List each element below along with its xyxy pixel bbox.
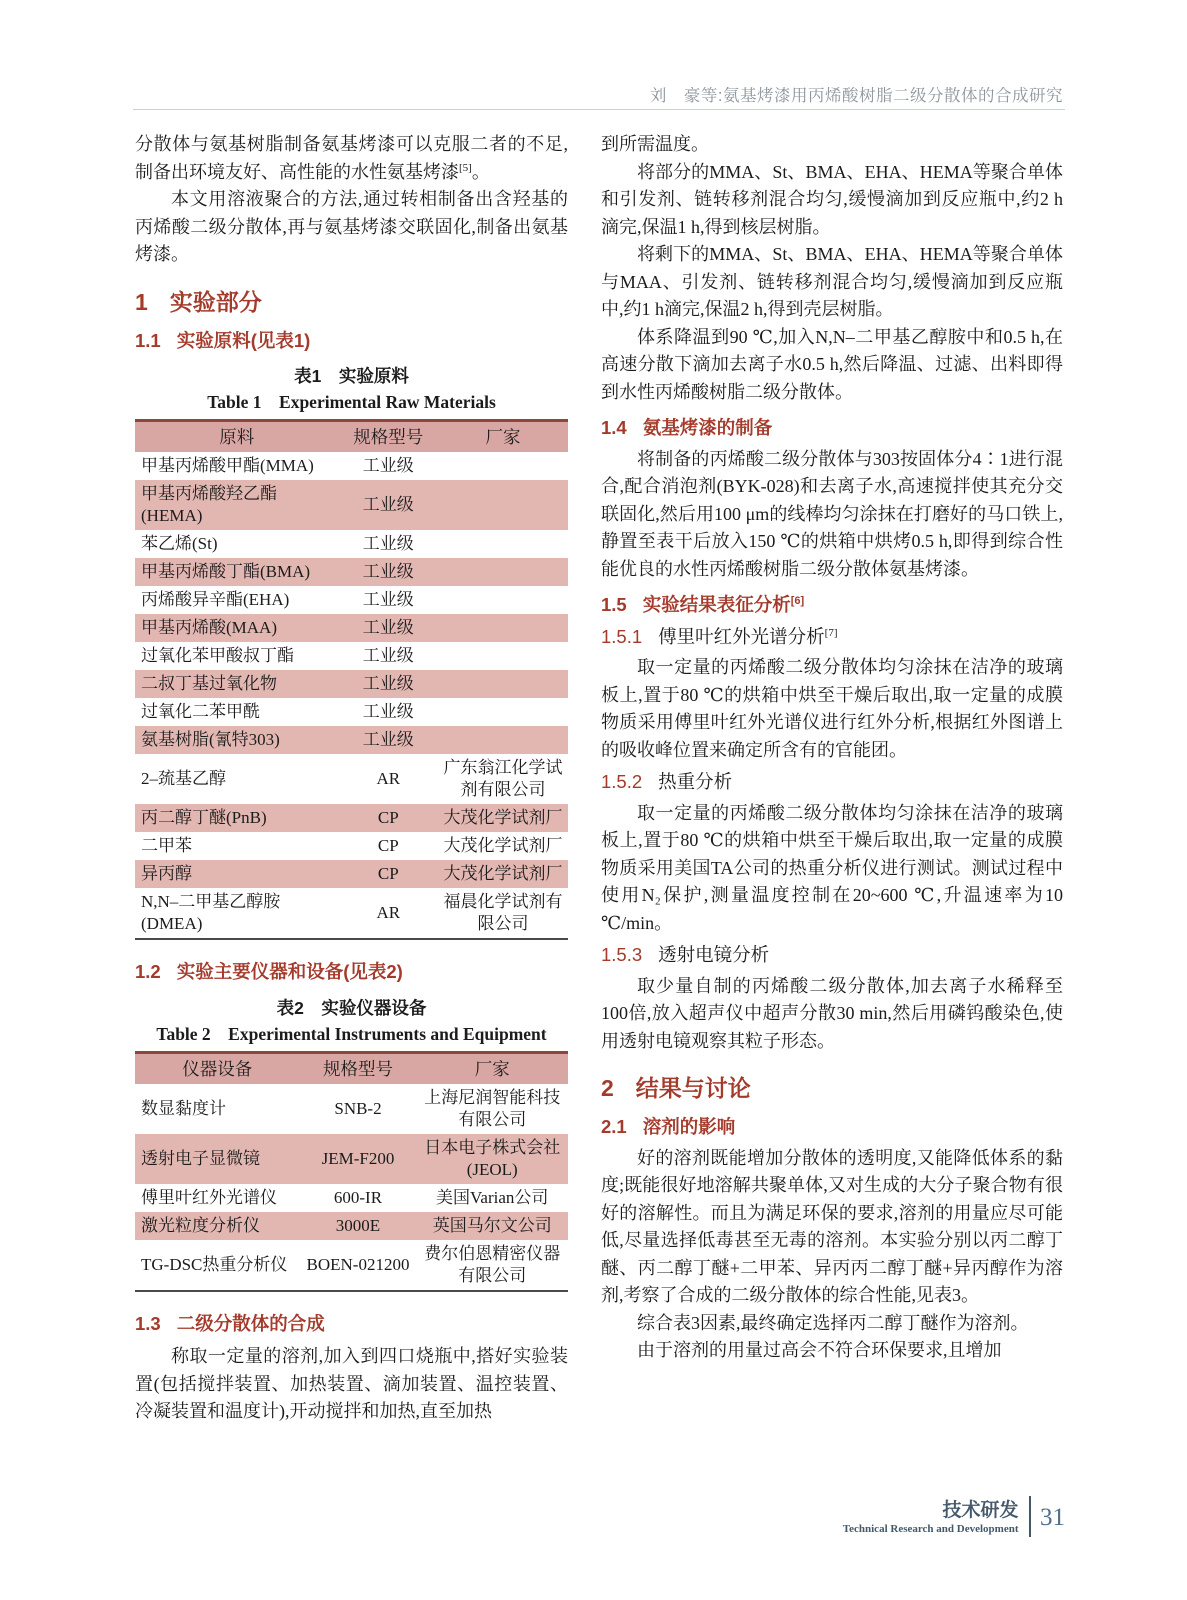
table-cell: 二甲苯 xyxy=(141,836,192,855)
section-heading-1-3 xyxy=(135,1310,568,1338)
paragraph: 称取一定量的溶剂,加入到四口烧瓶中,搭好实验装置(包括搅拌装置、加热装置、滴加装置、温控装置、冷凝装置和温度计),开动搅拌和加热,直至加热 xyxy=(135,1346,568,1421)
paragraph: 本文用溶液聚合的方法,通过转相制备出含羟基的丙烯酸二级分散体,再与氨基烤漆交联固化,制备出氨基烤漆。 xyxy=(135,189,568,264)
table-cell: N,N–二甲基乙醇胺 (DMEA) xyxy=(141,892,281,933)
table-cell: 福晨化学试剂有限公司 xyxy=(443,892,563,933)
table-row xyxy=(135,726,568,754)
table-row xyxy=(135,860,568,888)
table-cell xyxy=(438,642,568,670)
footer-section-label-cn: 技术研发 xyxy=(942,1500,1019,1521)
table-row xyxy=(135,530,568,558)
section-heading-2 xyxy=(601,1073,1063,1103)
table-cell: 甲基丙烯酸羟乙酯 (HEMA) xyxy=(141,484,277,525)
section-number: 1.1 xyxy=(135,329,161,351)
section-title: 实验部分 xyxy=(169,288,262,315)
paragraph: 取一定量的丙烯酸二级分散体均匀涂抹在洁净的玻璃板上,置于80 ℃的烘箱中烘至干燥后取出,取一定量的成膜物质采用傅里叶红外光谱仪进行红外分析,根据红外图谱上的吸收峰位置来确定所含有的官能团。 xyxy=(601,657,1063,760)
section-title: 结果与讨论 xyxy=(635,1075,751,1101)
table-cell: AR xyxy=(376,769,401,788)
section-title: 二级分散体的合成 xyxy=(176,1312,325,1334)
table-cell: 甲基丙烯酸丁酯(BMA) xyxy=(141,562,311,581)
table-row xyxy=(135,1184,568,1212)
table-cell: AR xyxy=(376,903,401,922)
paragraph: 体系降温到90 ℃,加入N,N–二甲基乙醇胺中和0.5 h,在高速分散下滴加去离子水0.5 h,然后降温、过滤、出料即得到水性丙烯酸树脂二级分散体。 xyxy=(601,326,1063,402)
table-cell: 异丙醇 xyxy=(141,864,192,883)
table-cell: 工业级 xyxy=(362,674,414,693)
section-title: 热重分析 xyxy=(658,773,733,793)
table2-caption-en: Table 2 Experimental Instruments and Equipment xyxy=(156,1023,547,1044)
table-cell: 大茂化学试剂厂 xyxy=(443,836,563,855)
header-rule xyxy=(133,109,1065,110)
table-cell: SNB-2 xyxy=(334,1098,382,1118)
table-cell xyxy=(438,530,568,558)
table-cell xyxy=(438,558,568,586)
table-row xyxy=(135,642,568,670)
table-cell: 600-IR xyxy=(333,1187,383,1207)
table2-caption-cn: 表2 实验仪器设备 xyxy=(276,997,427,1018)
table-cell: 透射电子显微镜 xyxy=(141,1148,260,1168)
section-number: 2 xyxy=(601,1075,614,1101)
footer-section-label-en: Technical Research and Development xyxy=(842,1523,1019,1535)
section-number: 1.3 xyxy=(135,1312,161,1334)
page-footer xyxy=(843,1496,1065,1537)
table-cell: 傅里叶红外光谱仪 xyxy=(141,1187,277,1207)
table-instruments xyxy=(135,1051,568,1292)
section-number: 1.5 xyxy=(601,594,627,615)
section-number: 1.5.1 xyxy=(601,625,643,647)
table-cell: CP xyxy=(377,864,399,883)
table-cell: 2–巯基乙醇 xyxy=(141,769,226,788)
table1-caption-en: Table 1 Experimental Raw Materials xyxy=(207,392,496,412)
paragraph: 综合表3因素,最终确定选择丙二醇丁醚作为溶剂。 xyxy=(637,1312,1029,1333)
table-row xyxy=(135,698,568,726)
table-cell: 甲基丙烯酸甲酯(MMA) xyxy=(141,456,314,475)
reference-superscript: [6] xyxy=(790,594,805,607)
table-cell: 3000E xyxy=(335,1215,381,1235)
table-row xyxy=(135,558,568,586)
table-header-row xyxy=(135,421,568,453)
table-row xyxy=(135,754,568,804)
reference-superscript: [7] xyxy=(824,626,838,639)
section-heading-1-2 xyxy=(135,958,568,986)
table-cell: 工业级 xyxy=(362,456,414,475)
table-cell: 激光粒度分析仪 xyxy=(141,1215,260,1235)
table-cell xyxy=(438,670,568,698)
table-row xyxy=(135,804,568,832)
table-header-cell: 规格型号 xyxy=(339,421,439,453)
table-row xyxy=(135,888,568,939)
table-header-row xyxy=(135,1052,568,1084)
paragraph-text: 。 xyxy=(471,161,490,182)
paragraph: 将剩下的MMA、St、BMA、EHA、HEMA等聚合单体与MAA、引发剂、链转移剂混合均匀,缓慢滴加到反应瓶中,约1 h滴完,保温2 h,得到壳层树脂。 xyxy=(601,244,1063,319)
section-number: 1.5.3 xyxy=(601,944,643,965)
table-cell: 英国马尔文公司 xyxy=(432,1215,552,1235)
table1-caption-cn: 表1 实验原料 xyxy=(294,366,409,386)
table-cell: 美国Varian公司 xyxy=(436,1187,549,1207)
running-title: 刘 豪等:氨基烤漆用丙烯酸树脂二级分散体的合成研究 xyxy=(649,87,1063,105)
section-title: 透射电镜分析 xyxy=(658,946,770,966)
paragraph: 好的溶剂既能增加分散体的透明度,又能降低体系的黏度;既能很好地溶解共聚单体,又对生成的大分子聚合物有很好的溶解性。而且为满足环保的要求,溶剂的用量应尽可能低,尽量选择低毒甚至无毒的溶剂。本实验分别以丙二醇丁醚、丙二醇丁醚+二甲苯、异丙丙二醇丁醚+异丙醇作为溶剂,考察了合成的二级分散体的综合性能,见表3。 xyxy=(601,1147,1063,1305)
table-header-cell: 厂家 xyxy=(438,421,568,453)
table-cell: CP xyxy=(377,808,399,827)
table-row xyxy=(135,832,568,860)
table-cell: 数显黏度计 xyxy=(141,1098,226,1118)
table-cell: CP xyxy=(377,836,399,855)
column-left xyxy=(135,131,568,1426)
table-cell: 工业级 xyxy=(362,702,414,721)
column-right xyxy=(601,131,1063,1365)
table-cell: 丙烯酸异辛酯(EHA) xyxy=(141,590,290,609)
section-number: 1.4 xyxy=(601,417,627,438)
table-cell: JEM-F200 xyxy=(321,1148,395,1168)
section-number: 2.1 xyxy=(601,1116,627,1137)
paragraph: 将制备的丙烯酸二级分散体与303按固体分4∶1进行混合,配合消泡剂(BYK-028)和去离子水,高速搅拌使其充分交联固化,然后用100 μm的线棒均匀涂抹在打磨好的马口铁上,静置至表干后放入150 ℃的烘箱中烘烤0.5 h,即得到综合性能优良的水性丙烯酸树脂二级分散体氨基烤漆。 xyxy=(601,448,1063,579)
paragraph-text: 分散体与氨基树脂制备氨基烤漆可以克服二者的不足,制备出环境友好、高性能的水性氨基烤漆 xyxy=(135,134,568,182)
section-title: 溶剂的影响 xyxy=(642,1116,736,1137)
paragraph: 将部分的MMA、St、BMA、EHA、HEMA等聚合单体和引发剂、链转移剂混合均匀,缓慢滴加到反应瓶中,约2 h滴完,保温1 h,得到核层树脂。 xyxy=(601,161,1063,237)
section-heading-1-4 xyxy=(601,414,1063,442)
table-cell: 过氧化苯甲酸叔丁酯 xyxy=(141,646,294,665)
paragraph: 取少量自制的丙烯酸二级分散体,加去离子水稀释至100倍,放入超声仪中超声分散30 min,然后用磷钨酸染色,使用透射电镜观察其粒子形态。 xyxy=(601,975,1063,1051)
table-cell: 广东翁江化学试剂有限公司 xyxy=(443,758,563,799)
table-cell xyxy=(438,586,568,614)
table1-caption xyxy=(135,364,568,414)
table2-caption xyxy=(135,996,568,1046)
table-cell: 大茂化学试剂厂 xyxy=(443,808,563,827)
paragraph: 取一定量的丙烯酸二级分散体均匀涂抹在洁净的玻璃板上,置于80 ℃的烘箱中烘至干燥后取出,取一定量的成膜物质采用美国TA公司的热重分析仪进行测试。测试过程中使用N₂保护,测量温度控制在20~600 ℃,升温速率为10 ℃/min。 xyxy=(601,802,1063,933)
page-number: 31 xyxy=(1040,1504,1065,1531)
section-heading-1 xyxy=(135,287,568,317)
table-cell: 过氧化二苯甲酰 xyxy=(141,702,260,721)
table-row xyxy=(135,586,568,614)
table-cell: BOEN-021200 xyxy=(306,1254,410,1274)
section-heading-1-5 xyxy=(601,591,1063,619)
table-cell xyxy=(438,480,568,530)
table-cell: 工业级 xyxy=(362,646,414,665)
table-cell: 苯乙烯(St) xyxy=(141,534,218,553)
section-number: 1.2 xyxy=(135,961,161,982)
table-raw-materials xyxy=(135,419,568,940)
section-number: 1 xyxy=(135,288,148,315)
paragraph xyxy=(135,131,568,186)
section-title: 实验主要仪器和设备(见表2) xyxy=(176,961,403,982)
table-cell xyxy=(438,698,568,726)
table-cell: 工业级 xyxy=(362,618,414,637)
section-heading-1-5-3 xyxy=(601,941,1063,971)
section-heading-1-5-2 xyxy=(601,768,1063,798)
table-cell xyxy=(438,726,568,754)
table-header-cell: 原料 xyxy=(135,421,339,453)
table-cell: 二叔丁基过氧化物 xyxy=(141,674,277,693)
table-cell: 氨基树脂(氰特303) xyxy=(141,730,280,749)
paragraph: 由于溶剂的用量过高会不符合环保要求,且增加 xyxy=(637,1340,1002,1360)
table-row xyxy=(135,480,568,530)
table-cell: TG-DSC热重分析仪 xyxy=(141,1254,288,1274)
table-cell: 大茂化学试剂厂 xyxy=(443,864,563,883)
table-cell: 工业级 xyxy=(362,562,414,581)
table-row xyxy=(135,1084,568,1134)
table-cell: 费尔伯恩精密仪器有限公司 xyxy=(424,1243,561,1285)
table-cell: 工业级 xyxy=(362,534,414,553)
section-title: 实验结果表征分析 xyxy=(642,594,791,615)
table-row xyxy=(135,1212,568,1240)
section-heading-1-5-1 xyxy=(601,623,1063,653)
table-cell xyxy=(438,614,568,642)
section-title: 傅里叶红外光谱分析 xyxy=(658,627,825,648)
table-row xyxy=(135,1240,568,1291)
paragraph: 到所需温度。 xyxy=(601,134,709,154)
table-header-cell: 厂家 xyxy=(416,1052,568,1084)
section-heading-1-1 xyxy=(135,327,568,355)
table-cell: 工业级 xyxy=(362,730,414,749)
table-cell: 丙二醇丁醚(PnB) xyxy=(141,808,267,827)
section-number: 1.5.2 xyxy=(601,771,643,792)
section-title: 氨基烤漆的制备 xyxy=(642,417,773,438)
table-cell: 工业级 xyxy=(362,495,414,514)
section-heading-2-1 xyxy=(601,1113,1063,1141)
section-title: 实验原料(见表1) xyxy=(176,329,311,351)
table-header-cell: 规格型号 xyxy=(300,1052,417,1084)
footer-section-labels xyxy=(843,1496,1029,1537)
table-row xyxy=(135,1134,568,1184)
table-cell xyxy=(438,452,568,480)
reference-superscript: [5] xyxy=(459,161,472,174)
table-cell: 上海尼润智能科技有限公司 xyxy=(424,1087,561,1129)
table-row xyxy=(135,670,568,698)
table-row xyxy=(135,452,568,480)
table-cell: 日本电子株式会社 (JEOL) xyxy=(424,1137,561,1179)
table-cell: 工业级 xyxy=(362,590,414,609)
table-cell: 甲基丙烯酸(MAA) xyxy=(141,618,277,637)
table-row xyxy=(135,614,568,642)
table-header-cell: 仪器设备 xyxy=(135,1052,300,1084)
